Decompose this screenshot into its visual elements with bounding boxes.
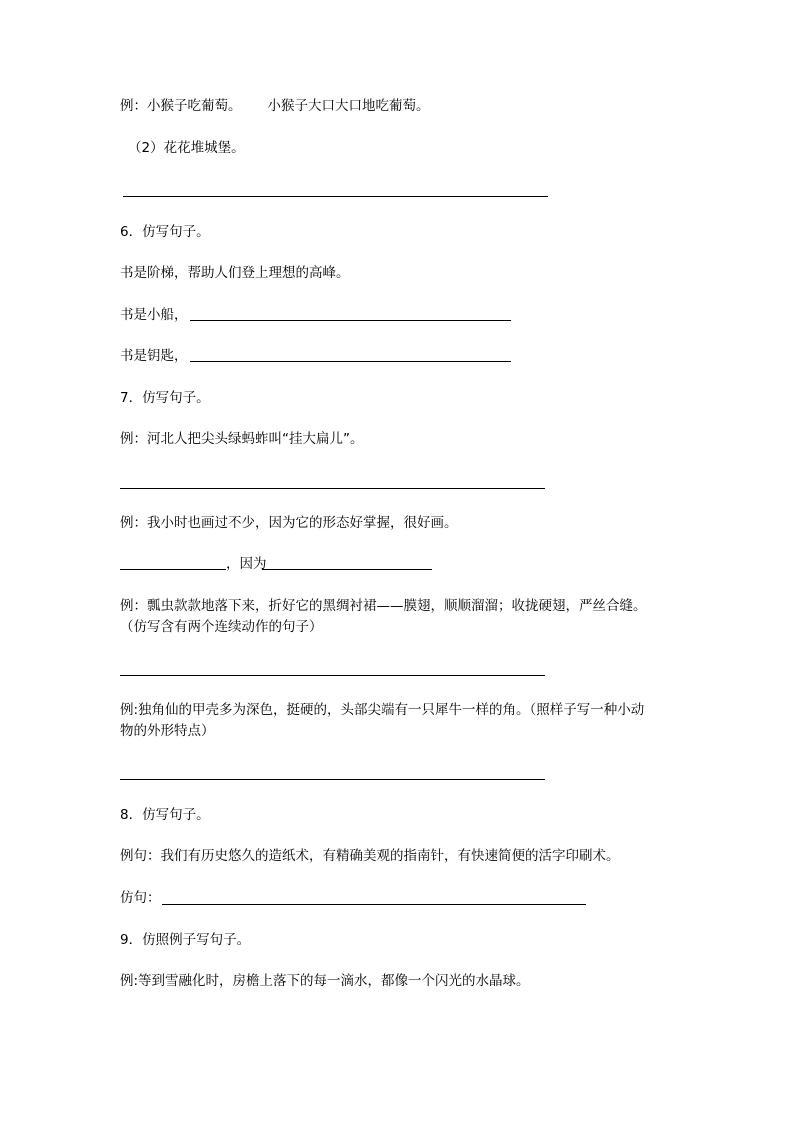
answer-line-q6-key[interactable] (190, 361, 511, 362)
q7-title: 7．仿写句子。 (120, 390, 210, 406)
example-before: 小猴子吃葡萄。 (147, 98, 242, 114)
answer-line-q8[interactable] (162, 904, 586, 905)
q7-example-3: 例：瓢虫款款地落下来，折好它的黑绸衬裙——膜翅，顺顺溜溜；收拢硬翅，严丝合缝。 (120, 598, 647, 614)
answer-line-q7-1[interactable] (120, 488, 545, 489)
q7-because: ，因为 (226, 556, 267, 572)
q5-item-2: （2）花花堆城堡。 (128, 140, 245, 156)
q9-example: 例:等到雪融化时，房檐上落下的每一滴水，都像一个闪光的水晶球。 (120, 973, 530, 989)
q8-example: 例句：我们有历史悠久的造纸术，有精确美观的指南针，有快速简便的活字印刷术。 (120, 848, 620, 864)
answer-line-q7-3[interactable] (120, 675, 545, 676)
answer-line-q7-2b[interactable] (262, 569, 432, 570)
q6-title: 6．仿写句子。 (120, 224, 210, 240)
q8-title: 8．仿写句子。 (120, 807, 210, 823)
q7-example-3-note: （仿写含有两个连续动作的句子） (120, 619, 323, 635)
q7-example-2: 例：我小时也画过不少，因为它的形态好掌握，很好画。 (120, 515, 458, 531)
q7-example-1: 例：河北人把尖头绿蚂蚱叫“挂大扁儿”。 (120, 431, 364, 447)
example-label: 例： (120, 98, 147, 114)
answer-line-q5-2[interactable] (123, 196, 548, 197)
q5-example (120, 97, 430, 115)
answer-line-q7-4[interactable] (120, 779, 545, 780)
q7-example-4-line1: 例:独角仙的甲壳多为深色，挺硬的，头部尖端有一只犀牛一样的角。（照样子写一种小动 (120, 702, 645, 718)
answer-line-q7-2a[interactable] (120, 569, 226, 570)
q8-answer-label: 仿句： (120, 890, 161, 906)
answer-line-q6-boat[interactable] (190, 320, 511, 321)
q7-example-4-line2: 物的外形特点） (120, 723, 215, 739)
q9-title: 9．仿照例子写句子。 (120, 932, 251, 948)
example-after: 小猴子大口大口地吃葡萄。 (267, 98, 430, 114)
q6-example-sentence: 书是阶梯，帮助人们登上理想的高峰。 (120, 265, 350, 281)
q6-prompt-boat: 书是小船， (120, 307, 188, 323)
q6-prompt-key: 书是钥匙， (120, 348, 188, 364)
